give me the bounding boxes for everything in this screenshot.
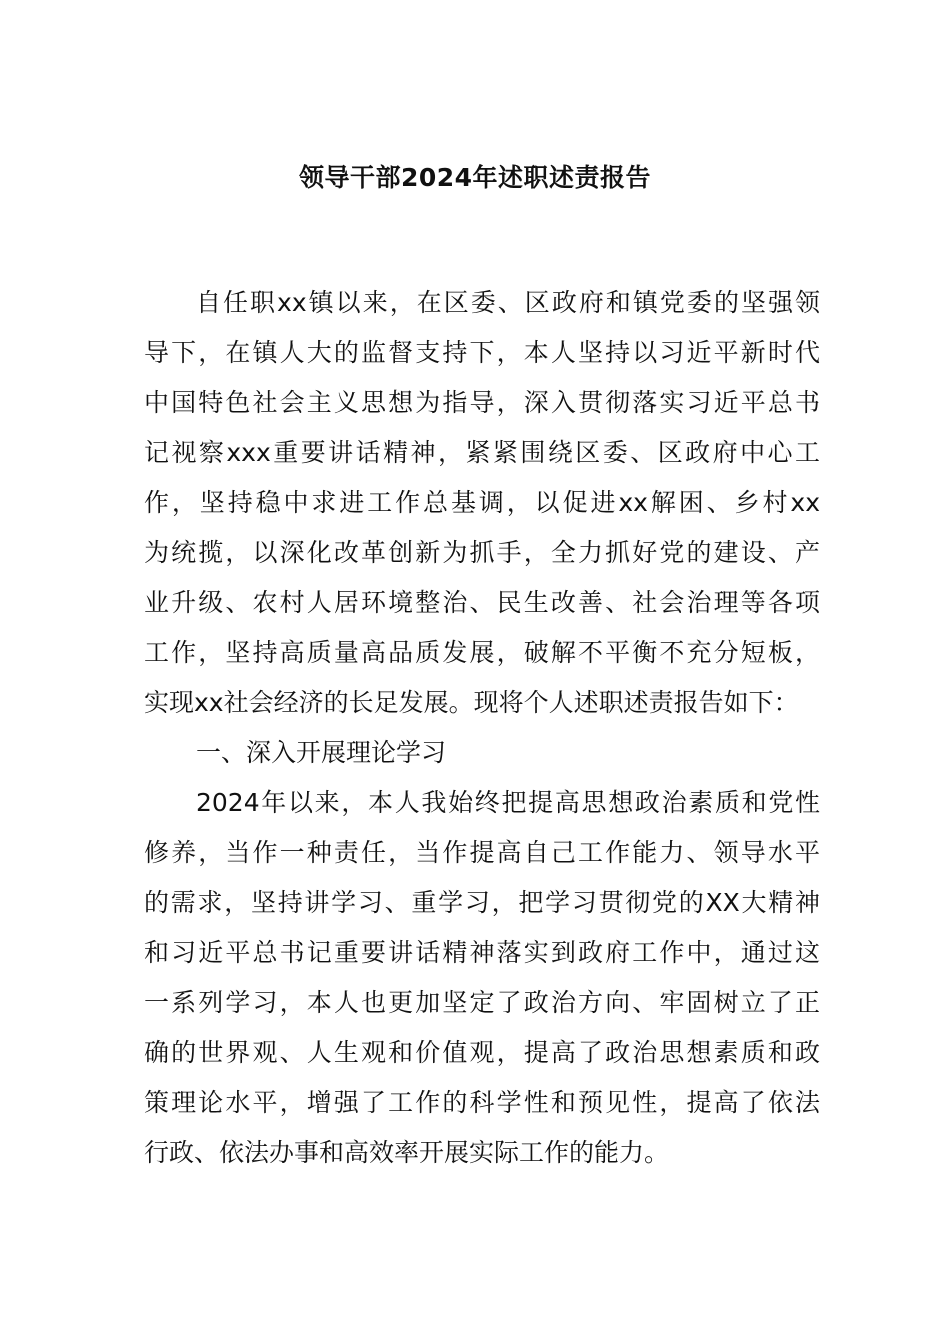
paragraph-2-line: 一系列学习，本人也更加坚定了政治方向、牢固树立了正: [144, 988, 820, 1017]
paragraph-2-line: 确的世界观、人生观和价值观，提高了政治思想素质和政: [144, 1038, 820, 1067]
paragraph-1-line: 工作，坚持高质量高品质发展，破解不平衡不充分短板，: [144, 638, 820, 667]
paragraph-1-line: 导下，在镇人大的监督支持下，本人坚持以习近平新时代: [144, 338, 820, 367]
paragraph-2-line: 的需求，坚持讲学习、重学习，把学习贯彻党的XX大精神: [144, 888, 820, 917]
paragraph-1-line: 中国特色社会主义思想为指导，深入贯彻落实习近平总书: [144, 388, 820, 417]
paragraph-2-line: 行政、依法办事和高效率开展实际工作的能力。: [144, 1138, 670, 1167]
paragraph-1-line: 作，坚持稳中求进工作总基调，以促进xx解困、乡村xx: [144, 488, 820, 517]
paragraph-1-line: 实现xx社会经济的长足发展。现将个人述职述责报告如下：: [144, 688, 799, 717]
section-1-heading: 一、深入开展理论学习: [196, 738, 447, 767]
paragraph-1-line: 记视察xxx重要讲话精神，紧紧围绕区委、区政府中心工: [144, 438, 820, 467]
paragraph-1-line: 自任职xx镇以来，在区委、区政府和镇党委的坚强领: [196, 288, 820, 317]
paragraph-1-line: 为统揽，以深化改革创新为抓手，全力抓好党的建设、产: [144, 538, 820, 567]
paragraph-2-line: 2024年以来，本人我始终把提高思想政治素质和党性: [196, 788, 820, 817]
paragraph-2-line: 策理论水平，增强了工作的科学性和预见性，提高了依法: [144, 1088, 820, 1117]
paragraph-1-line: 业升级、农村人居环境整治、民生改善、社会治理等各项: [144, 588, 820, 617]
document-title: 领导干部2024年述职述责报告: [298, 163, 652, 192]
document-body: [144, 278, 820, 1178]
paragraph-2-line: 和习近平总书记重要讲话精神落实到政府工作中，通过这: [144, 938, 820, 967]
paragraph-2-line: 修养，当作一种责任，当作提高自己工作能力、领导水平: [144, 838, 820, 867]
